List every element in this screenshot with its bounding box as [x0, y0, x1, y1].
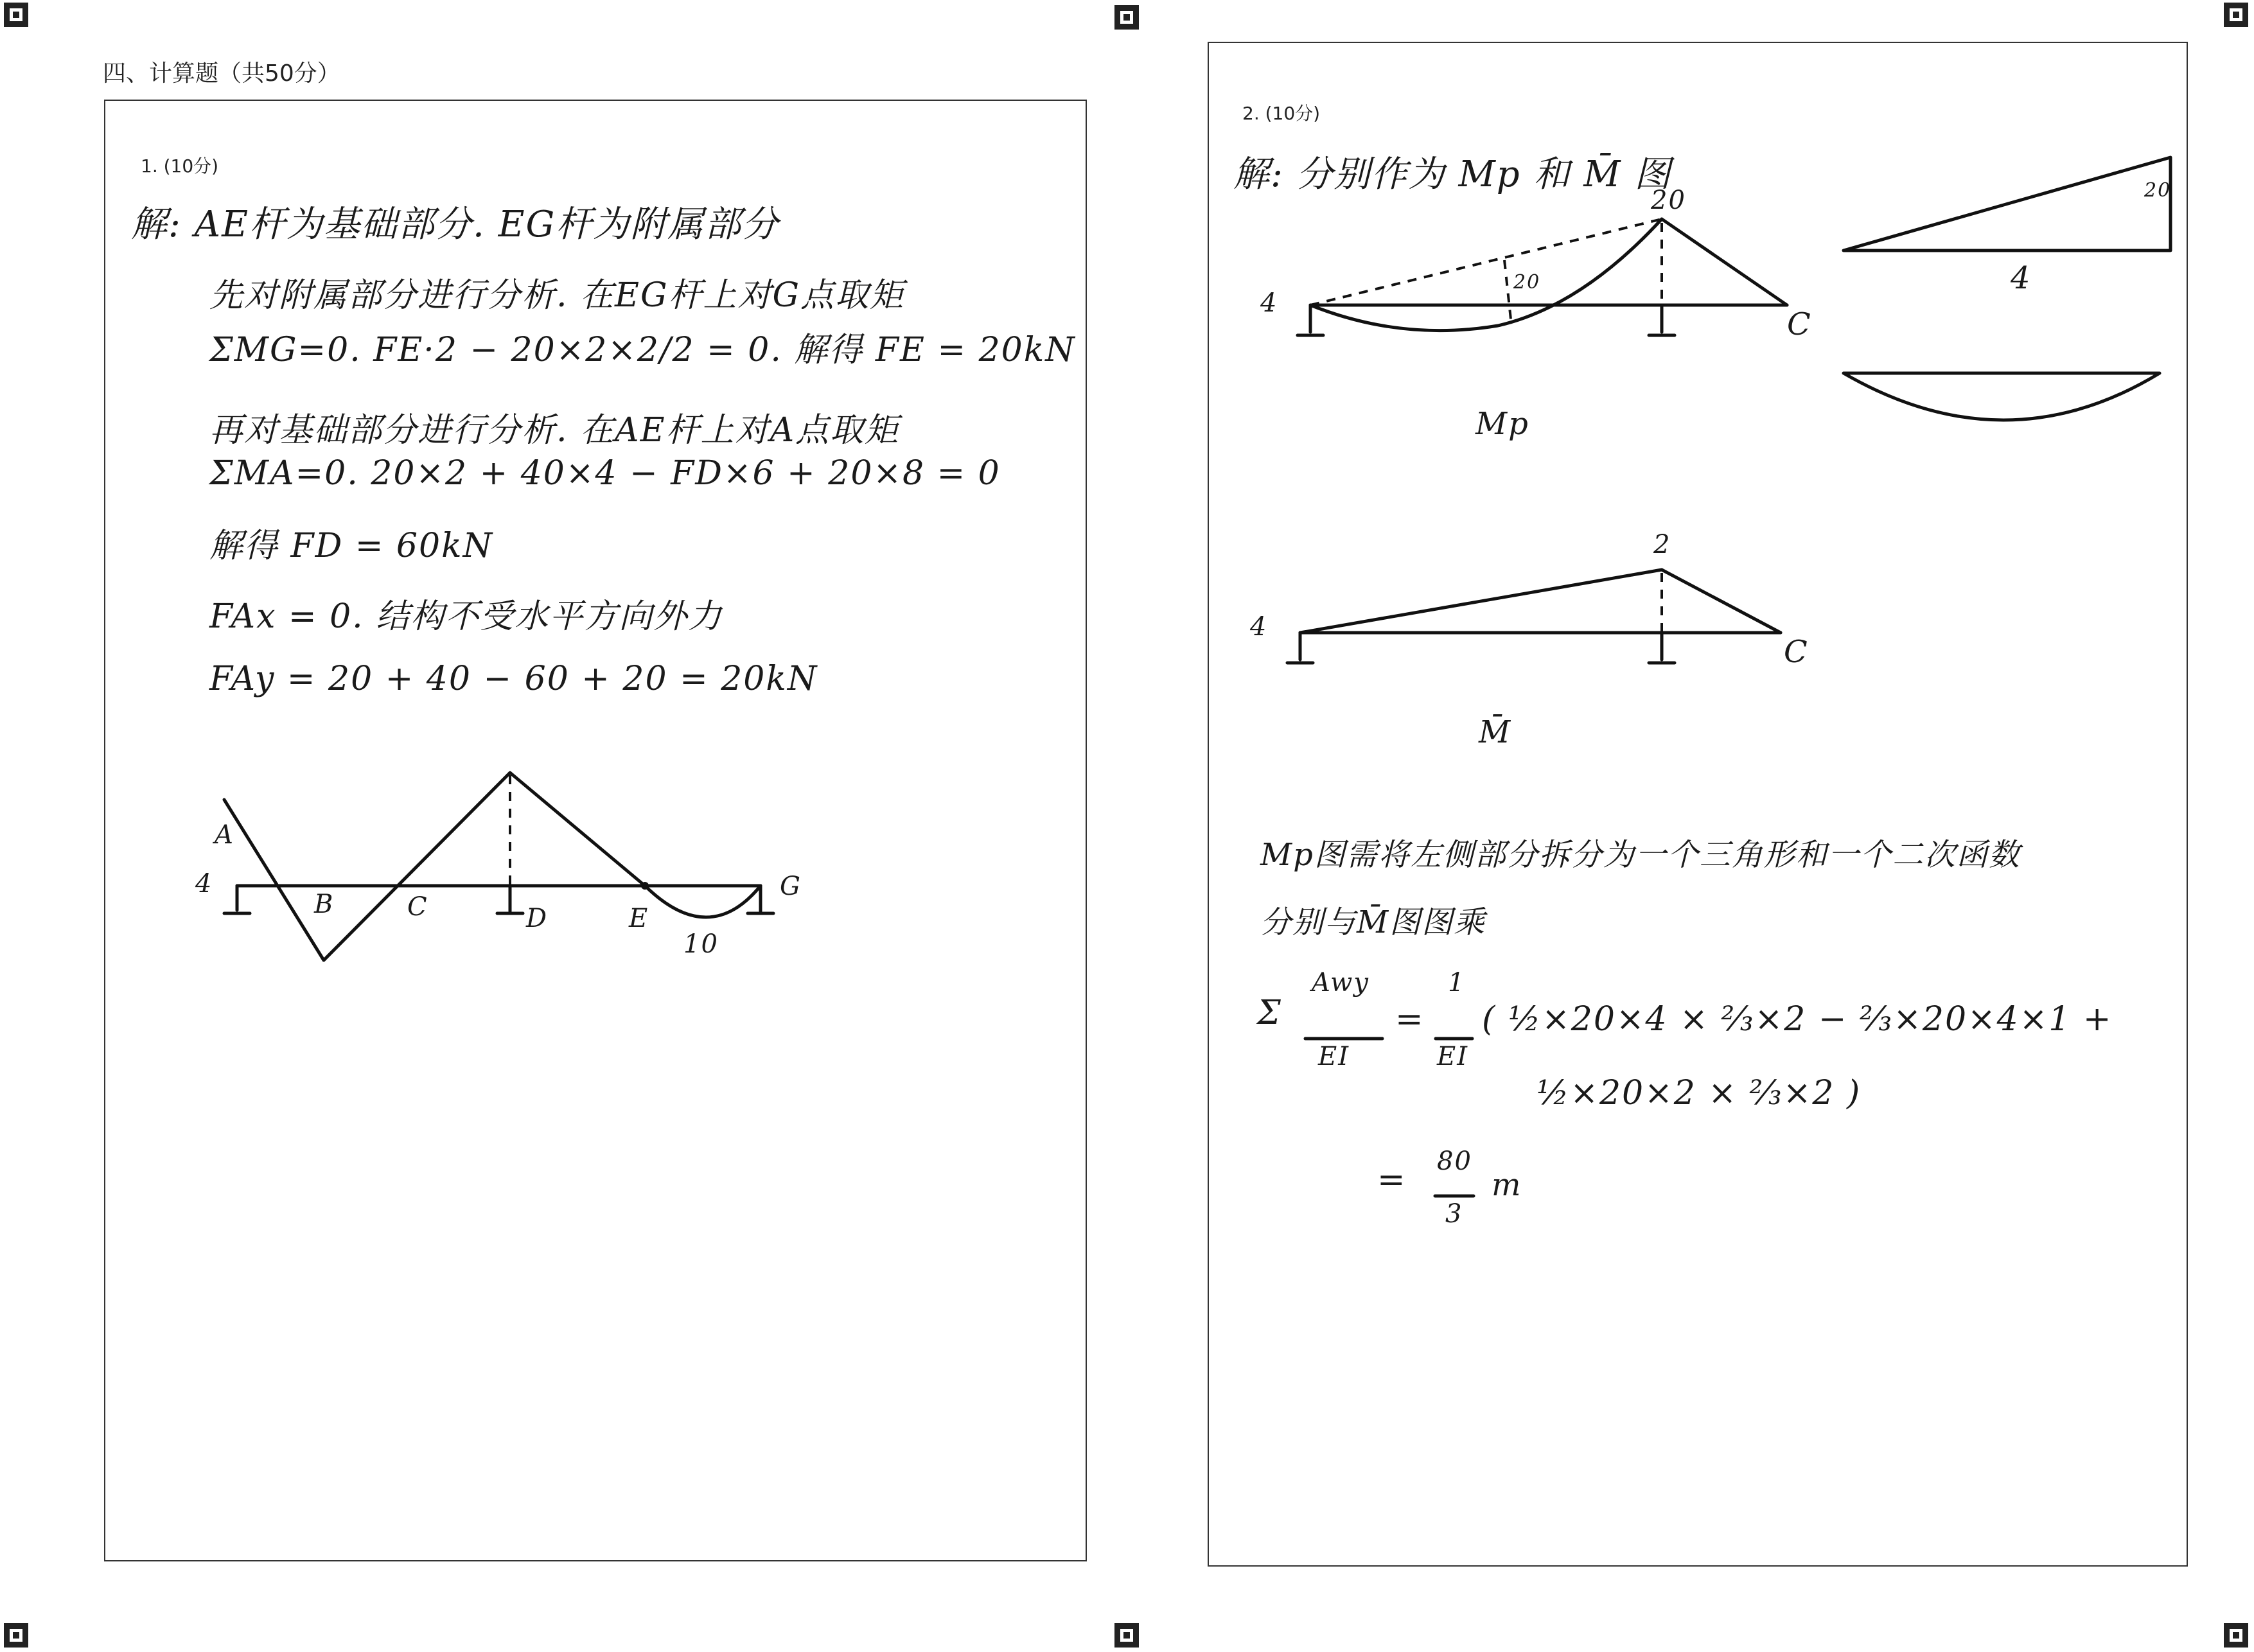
- q1-moment-polyline: [224, 773, 645, 960]
- q2-diagrams: [1209, 43, 2187, 1565]
- q1-label-b: B: [314, 890, 335, 919]
- q1-line-4: 再对基础部分进行分析. 在AE杆上对A点取矩: [209, 411, 900, 450]
- q1-line-5: ΣMA=0. 20×2 + 40×4 − FD×6 + 20×8 = 0: [209, 454, 1001, 493]
- answer-box-q1: [104, 100, 1087, 1561]
- corner-marker-bottom-center: [1114, 1623, 1139, 1648]
- q2-m-label-name: M̄: [1479, 714, 1512, 750]
- q2-eq-body-2: ½×20×2 × ⅔×2 ): [1536, 1074, 1862, 1112]
- q2-mp-label-peak: 20: [1651, 186, 1686, 215]
- question-2-label: 2. (10分): [1242, 103, 1321, 124]
- q2-result-num: 80: [1437, 1147, 1472, 1176]
- q2-eq-sigma: Σ: [1257, 994, 1282, 1032]
- q1-label-10: 10: [683, 929, 719, 959]
- q2-parabola-diagram: [1844, 373, 2160, 420]
- q1-line-2: 先对附属部分进行分析. 在EG杆上对G点取矩: [209, 276, 905, 315]
- q1-label-e: E: [629, 904, 649, 933]
- q2-eq-lhs-den: EI: [1318, 1042, 1350, 1071]
- q2-mp-diagram: [1298, 219, 1787, 335]
- corner-marker-top-left: [4, 3, 28, 27]
- q2-result-den: 3: [1445, 1199, 1463, 1229]
- corner-marker-bottom-right: [2224, 1623, 2248, 1648]
- q2-triangle-diagram: [1844, 157, 2170, 250]
- q1-label-c: C: [407, 892, 428, 922]
- q2-eq-eq: =: [1395, 1000, 1425, 1039]
- q2-mp-label-name: Mp: [1475, 406, 1529, 442]
- q1-label-g: G: [780, 872, 802, 901]
- q2-m-label-peak: 2: [1653, 530, 1671, 559]
- q2-result-unit: m: [1492, 1167, 1522, 1203]
- q1-line-7: FAx = 0. 结构不受水平方向外力: [209, 597, 723, 636]
- q2-mbar-diagram: [1287, 570, 1781, 663]
- q2-text-line-1: Mp图需将左侧部分拆分为一个三角形和一个二次函数: [1260, 837, 2021, 873]
- q1-label-a: A: [215, 820, 234, 850]
- q2-m-label-c: C: [1784, 634, 1809, 670]
- corner-marker-top-right: [2224, 3, 2248, 27]
- answer-box-q2: [1208, 42, 2188, 1567]
- q1-moment-diagram: [105, 101, 1086, 1560]
- q2-eq-body-1: ( ½×20×4 × ⅔×2 − ⅔×20×4×1 +: [1482, 1000, 2113, 1039]
- q1-label-d: D: [526, 904, 549, 933]
- section-title: 四、计算题（共50分）: [103, 60, 340, 87]
- q1-moment-parabola: [645, 886, 761, 917]
- corner-marker-bottom-left: [4, 1623, 28, 1648]
- q2-line-1: 解: 分别作为 Mp 和 M̄ 图: [1233, 154, 1672, 195]
- q2-text-line-2: 分别与M̄图图乘: [1260, 904, 1486, 940]
- q2-mp-label-w: 4: [1260, 288, 1278, 318]
- q1-line-6: 解得 FD = 60kN: [209, 527, 494, 565]
- q2-m-label-w: 4: [1250, 612, 1268, 642]
- q2-tri-label-base: 4: [2011, 260, 2032, 296]
- q2-mp-label-mid: 20: [1513, 271, 1541, 294]
- q2-mp-label-c: C: [1787, 306, 1812, 342]
- q2-eq-coef-den: EI: [1437, 1042, 1468, 1071]
- q2-result-eq: =: [1377, 1161, 1407, 1199]
- question-1-label: 1. (10分): [141, 155, 219, 177]
- q1-label-w: 4: [195, 869, 213, 899]
- q1-line-8: FAy = 20 + 40 − 60 + 20 = 20kN: [209, 660, 818, 698]
- q2-tri-label-h: 20: [2144, 179, 2172, 202]
- q2-eq-coef-num: 1: [1448, 968, 1466, 997]
- q1-line-1: 解: AE杆为基础部分. EG杆为附属部分: [131, 204, 780, 245]
- q2-eq-lhs-num: Awy: [1312, 968, 1369, 997]
- q1-line-3: ΣMG=0. FE·2 − 20×2×2/2 = 0. 解得 FE = 20kN: [209, 331, 1076, 369]
- corner-marker-top-center: [1114, 5, 1139, 30]
